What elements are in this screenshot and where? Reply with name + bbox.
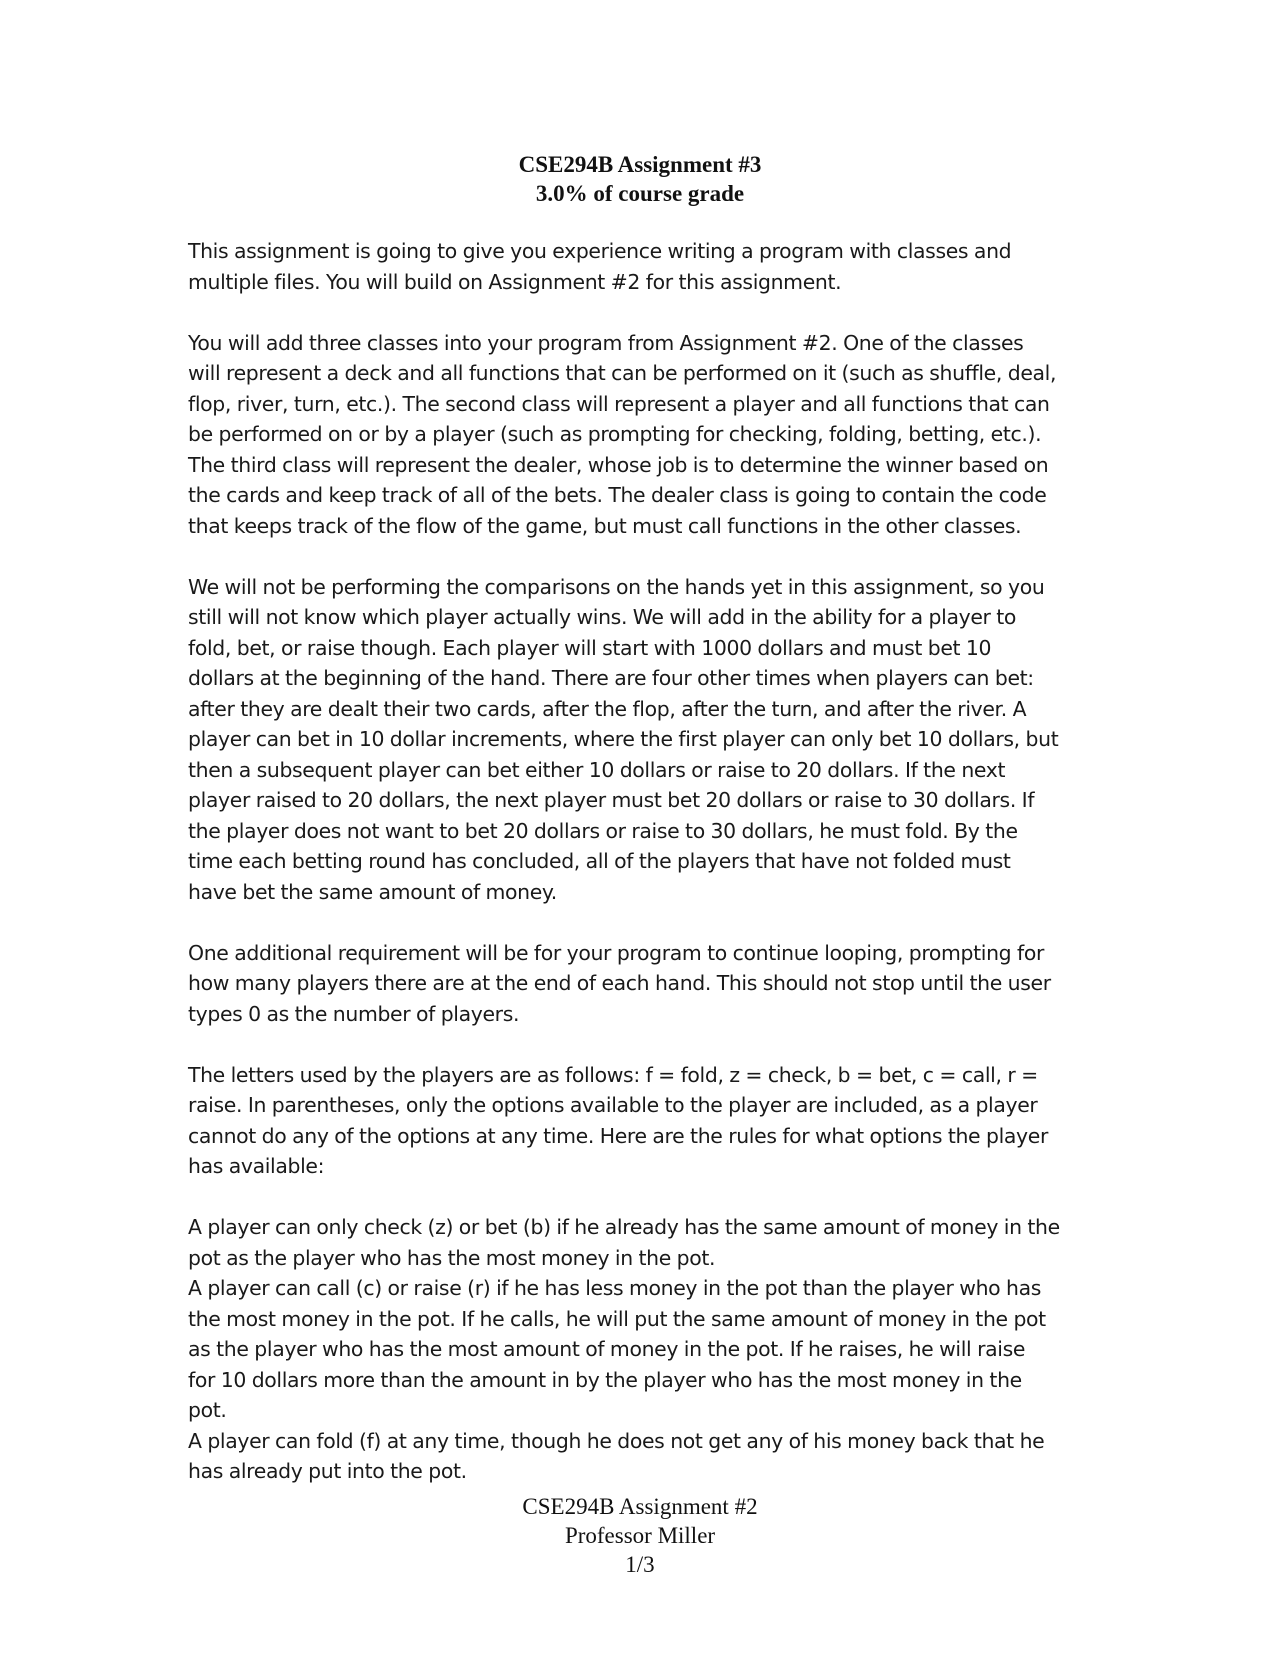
paragraph-betting xyxy=(188,572,1100,908)
text-line: The third class will represent the dealer, whose job is to determine the winner based on xyxy=(188,452,1049,477)
text-line: has already put into the pot. xyxy=(188,1459,467,1483)
paragraph-looping xyxy=(188,938,1100,1030)
page-number: 1/3 xyxy=(625,1552,655,1577)
text-line: A player can call (c) or raise (r) if he has less money in the pot than the player who has xyxy=(188,1276,1041,1300)
text-line: time each betting round has concluded, all of the players that have not folded must xyxy=(188,849,1011,873)
text-line: the cards and keep track of all of the bets. The dealer class is going to contain the code xyxy=(188,483,1047,507)
text-line: fold, bet, or raise though. Each player will start with 1000 dollars and must bet 10 xyxy=(188,635,992,660)
text-line: how many players there are at the end of each hand. This should not stop until the user xyxy=(188,971,1051,995)
text-line: has available: xyxy=(188,1154,325,1178)
footer-course: CSE294B Assignment #2 xyxy=(522,1494,758,1519)
paragraph-rules xyxy=(188,1212,1100,1487)
text-line: as the player who has the most amount of money in the pot. If he raises, he will raise xyxy=(188,1337,1026,1361)
text-line: One additional requirement will be for your program to continue looping, prompting for xyxy=(188,940,1044,965)
text-line: raise. In parentheses, only the options available to the player are included, as a player xyxy=(188,1093,1038,1117)
text-line: types 0 as the number of players. xyxy=(188,1001,520,1026)
text-line: that keeps track of the flow of the game, but must call functions in the other classes. xyxy=(188,513,1022,538)
text-line: for 10 dollars more than the amount in by the player who has the most money in the xyxy=(188,1367,1022,1392)
text-line: flop, river, turn, etc.). The second class will represent a player and all functions that can xyxy=(188,391,1050,416)
text-line: player raised to 20 dollars, the next player must bet 20 dollars or raise to 30 dollars. If xyxy=(188,788,1035,812)
text-line: A player can only check (z) or bet (b) if he already has the same amount of money in the xyxy=(188,1215,1060,1239)
text-line: We will not be performing the comparisons on the hands yet in this assignment, so you xyxy=(188,574,1045,599)
text-line: have bet the same amount of money. xyxy=(188,879,557,904)
text-line: after they are dealt their two cards, after the flop, after the turn, and after the river. A xyxy=(188,696,1027,721)
text-line: be performed on or by a player (such as prompting for checking, folding, betting, etc.). xyxy=(188,422,1042,446)
text-line: then a subsequent player can bet either 10 dollars or raise to 20 dollars. If the next xyxy=(188,757,1006,782)
text-line: will represent a deck and all functions that can be performed on it (such as shuffle, deal, xyxy=(188,361,1057,385)
text-line: dollars at the beginning of the hand. There are four other times when players can bet: xyxy=(188,666,1034,690)
text-line: The letters used by the players are as follows: f = fold, z = check, b = bet, c = call, r = xyxy=(188,1062,1038,1087)
text-line: pot. xyxy=(188,1398,227,1422)
footer-professor: Professor Miller xyxy=(564,1523,716,1548)
text-line: A player can fold (f) at any time, though he does not get any of his money back that he xyxy=(188,1428,1045,1453)
text-line: This assignment is going to give you experience writing a program with classes and xyxy=(188,239,1012,263)
paragraph-intro xyxy=(188,236,1100,297)
text-line: player can bet in 10 dollar increments, where the first player can only bet 10 dollars, but xyxy=(188,727,1059,751)
text-line: You will add three classes into your program from Assignment #2. One of the classes xyxy=(188,330,1024,355)
text-line: the player does not want to bet 20 dollars or raise to 30 dollars, he must fold. By the xyxy=(188,818,1018,843)
document-title: CSE294B Assignment #3 xyxy=(518,152,762,177)
document-footer xyxy=(0,1492,1280,1579)
text-line: multiple files. You will build on Assignment #2 for this assignment. xyxy=(188,269,842,294)
document-subtitle: 3.0% of course grade xyxy=(535,181,745,206)
text-line: still will not know which player actually wins. We will add in the ability for a player to xyxy=(188,605,1017,629)
text-line: pot as the player who has the most money in the pot. xyxy=(188,1245,716,1270)
paragraph-classes xyxy=(188,328,1100,542)
paragraph-letters xyxy=(188,1060,1100,1182)
document-body xyxy=(188,236,1100,1487)
text-line: the most money in the pot. If he calls, he will put the same amount of money in the pot xyxy=(188,1306,1046,1331)
text-line: cannot do any of the options at any time. Here are the rules for what options the player xyxy=(188,1123,1048,1148)
document-header xyxy=(0,150,1280,208)
